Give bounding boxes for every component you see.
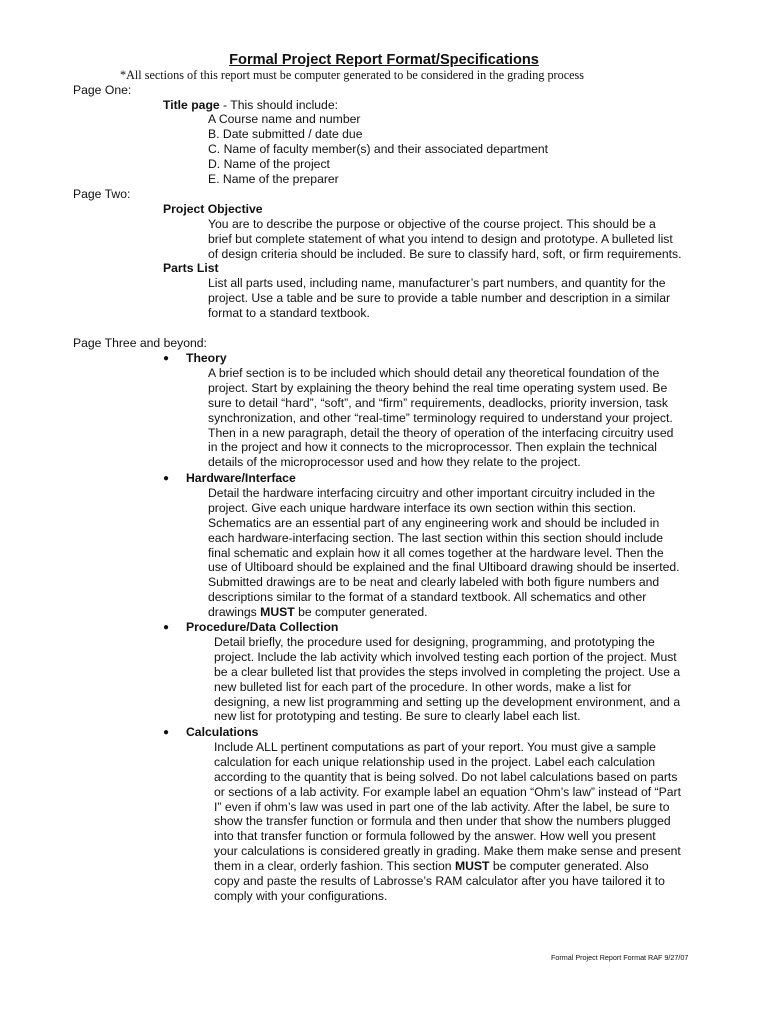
emphasis-text: MUST [260, 605, 295, 620]
text-line: descriptions similar to the format of a standard textbook. All schematics and other [208, 590, 647, 605]
list-item: D. Name of the project [208, 156, 330, 171]
text-line: calculation for each unique relationship used in the project. Label each calculation [214, 754, 656, 769]
text-line: project. Include the lab activity which involved testing each portion of the project. Must [214, 649, 677, 664]
text-line: You are to describe the purpose or objective of the course project. This should be a [208, 217, 656, 231]
bullet-icon: ● [163, 353, 170, 364]
text-line: your calculations is considered greatly in grading. Make them make sense and present [214, 844, 681, 859]
text-line: show the transfer function or formula and then under that show the numbers plugged [214, 814, 671, 829]
text-line: according to the quantity that is being solved. Do not label calculations based on parts [214, 769, 678, 784]
calculations-body [214, 740, 681, 904]
list-item: A Course name and number [208, 112, 361, 126]
grading-note: *All sections of this report must be computer generated to be considered in the grading process [120, 68, 585, 82]
text-line: details of the microprocessor used and how they relate to the project. [208, 455, 581, 470]
parts-list-heading: Parts List [163, 261, 219, 275]
emphasis-text: MUST [454, 859, 490, 874]
text-line: A brief section is to be included which should detail any theoretical foundation of the [208, 366, 660, 380]
text-line: brief but complete statement of what you intend to design and prototype. A bulleted list [208, 231, 673, 246]
calculations-heading: Calculations [186, 725, 259, 739]
text-line: final schematic and explain how it all comes together at the hardware level. Then the [208, 545, 664, 560]
page-one-label: Page One: [73, 83, 132, 97]
text-line: designing, a new list programming and setting up the development environment, and a [214, 694, 681, 709]
text-line: sure to detail “hard”, “soft”, and “firm” requirements, deadlocks, priority inversion, task [208, 395, 668, 410]
text-line: Detail the hardware interfacing circuitry and other important circuitry included in the [208, 486, 656, 500]
page-two-label: Page Two: [73, 187, 131, 201]
document-title: Formal Project Report Format/Specifications [229, 52, 539, 68]
text-line: Detail briefly, the procedure used for designing, programming, and prototyping the [214, 635, 655, 649]
title-page-heading-text: Title page [163, 98, 220, 112]
text-line: List all parts used, including name, manufacturer’s part numbers, and quantity for the [208, 276, 666, 290]
text-line [214, 859, 681, 874]
bullet-icon: ● [163, 473, 170, 484]
text-line: or sections of a lab activity. For example label an equation “Ohm’s law” instead of “Part [214, 784, 681, 799]
text-fragment: them in a clear, orderly fashion. This section [214, 859, 455, 874]
text-line: in the project and how it connects to the microprocessor. Then explain the technical [208, 440, 657, 455]
procedure-heading: Procedure/Data Collection [186, 620, 339, 634]
text-line: copy and paste the results of Labrosse’s RAM calculator after you have tailored it to [214, 874, 665, 889]
theory-heading: Theory [186, 351, 227, 365]
project-objective-body [208, 217, 682, 262]
title-page-items [208, 112, 548, 186]
project-objective-heading: Project Objective [163, 202, 263, 216]
text-line: be a clear bulleted list that provides the steps involved in completing the project. Use a [214, 664, 681, 679]
text-line: comply with your configurations. [214, 888, 388, 903]
text-fragment: drawings [208, 605, 261, 620]
text-line: Schematics are an essential part of any engineering work and should be included in [208, 515, 660, 530]
parts-list-body [208, 276, 670, 321]
page-three-label: Page Three and beyond: [73, 336, 207, 350]
text-line: into that transfer function or formula followed by the answer. How well you present [214, 829, 656, 844]
text-line: project. Start by explaining the theory behind the real time operating system used. Be [208, 380, 668, 395]
text-fragment: be computer generated. [294, 605, 428, 620]
list-item: C. Name of faculty member(s) and their associated department [208, 141, 549, 156]
theory-body [208, 366, 673, 470]
text-line: each hardware-interfacing section. The last section within this section should include [208, 530, 664, 545]
hardware-heading: Hardware/Interface [186, 471, 296, 485]
hardware-body [208, 486, 680, 620]
bullet-icon: ● [163, 622, 170, 633]
text-line: new list for prototyping and testing. Be sure to clearly label each list. [214, 709, 581, 724]
title-page-heading [163, 98, 338, 112]
text-fragment: be computer generated. Also [489, 859, 649, 874]
list-item: E. Name of the preparer [208, 171, 339, 186]
page-footer: Formal Project Report Format RAF 9/27/07 [551, 953, 689, 962]
text-line: I” even if ohm’s law was used in part one of the lab activity. After the label, be sure to [214, 799, 670, 814]
text-line: project. Give each unique hardware interface its own section within this section. [208, 500, 637, 515]
bullet-icon: ● [163, 727, 170, 738]
list-item: B. Date submitted / date due [208, 126, 363, 141]
text-line: Submitted drawings are to be neat and clearly labeled with both figure numbers and [208, 575, 660, 590]
text-line: of design criteria should be included. Be sure to classify hard, soft, or firm requirements. [208, 246, 682, 261]
text-line: Include ALL pertinent computations as part of your report. You must give a sample [214, 740, 656, 754]
text-line: use of Ultiboard should be explained and the final Ultiboard drawing should be inserted. [208, 560, 680, 575]
procedure-body [214, 635, 680, 724]
text-line: project. Use a table and be sure to provide a table number and description in a similar [208, 290, 671, 305]
text-line: format to a standard textbook. [208, 305, 370, 320]
text-line: Then in a new paragraph, detail the theory of operation of the interfacing circuitry used [208, 425, 674, 440]
text-line [208, 605, 680, 620]
title-page-heading-suffix: - This should include: [219, 98, 338, 112]
text-line: synchronization, and other “real-time” terminology required to understand your project. [208, 410, 673, 425]
text-line: new bulleted list for each part of the procedure. In other words, make a list for [214, 679, 632, 694]
